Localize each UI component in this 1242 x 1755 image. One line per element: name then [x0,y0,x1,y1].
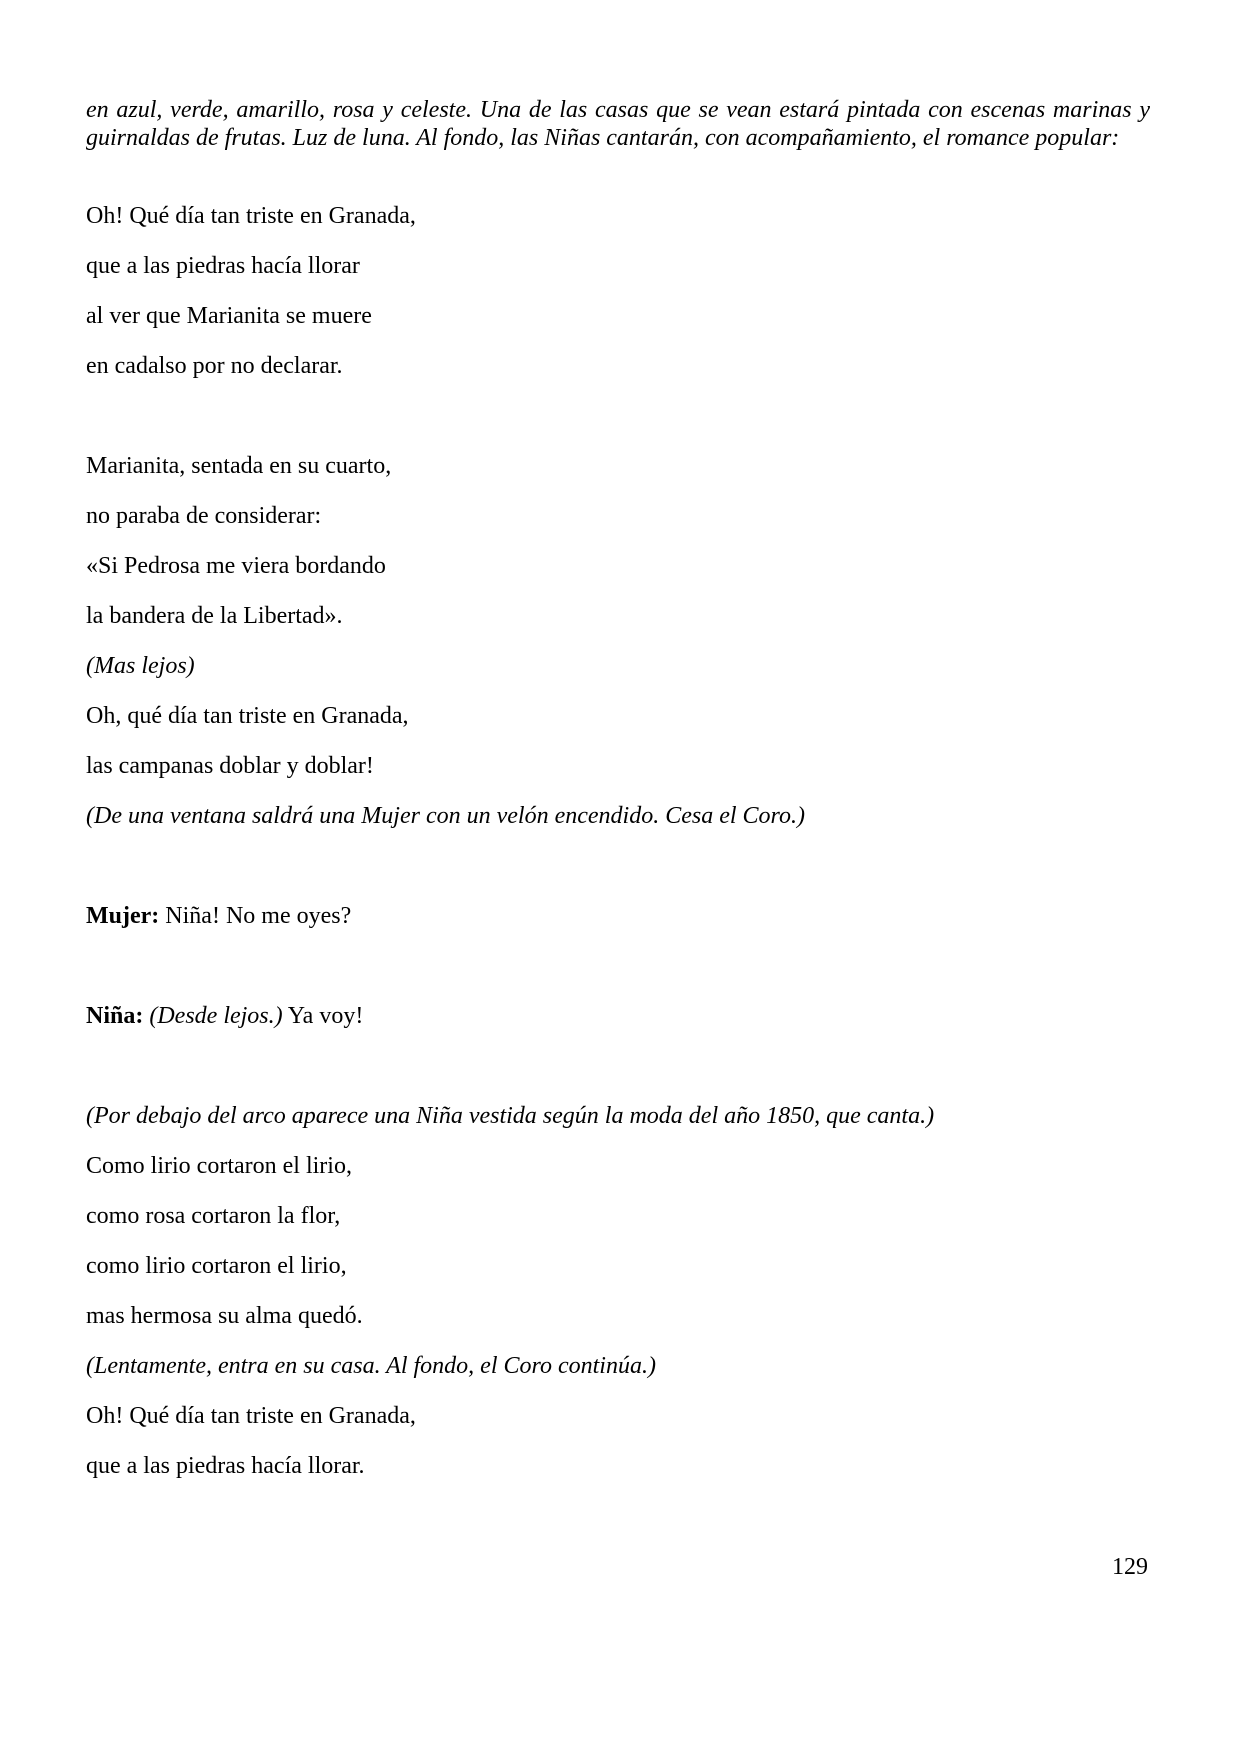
verse-line: mas hermosa su alma quedó. [86,1303,363,1329]
verse-line: como rosa cortaron la flor, [86,1203,341,1229]
verse-line: las campanas doblar y doblar! [86,753,374,779]
verse-line: que a las piedras hacía llorar. [86,1453,365,1479]
page-number: 129 [1112,1554,1148,1580]
stage-direction-intro: en azul, verde, amarillo, rosa y celeste. Una de las casas que se vean estará pintada con escenas marinas y guirnaldas de frutas. Luz de luna. Al fondo, las Niñas cantarán, con acompañamiento, el romance popular: [86,97,1150,151]
stage-direction: (Por debajo del arco aparece una Niña vestida según la moda del año 1850, que canta.) [86,1103,935,1129]
stage-direction: (De una ventana saldrá una Mujer con un velón encendido. Cesa el Coro.) [86,803,805,829]
verse-line: no paraba de considerar: [86,503,322,529]
verse-line: la bandera de la Libertad». [86,603,343,629]
stage-direction: (Mas lejos) [86,653,195,679]
verse-line: Oh, qué día tan triste en Granada, [86,703,409,729]
verse-line: «Si Pedrosa me viera bordando [86,553,386,579]
verse-line: Como lirio cortaron el lirio, [86,1153,352,1179]
verse-line: al ver que Marianita se muere [86,303,372,329]
speaker-name: Mujer: [86,903,160,929]
speaker-name: Niña: [86,1003,144,1029]
stage-direction: (Lentamente, entra en su casa. Al fondo, el Coro continúa.) [86,1353,656,1379]
dialogue-text: Niña! No me oyes? [165,903,352,929]
verse-line: en cadalso por no declarar. [86,353,343,379]
dialogue-line-nina [86,1001,363,1031]
verse-line: Oh! Qué día tan triste en Granada, [86,1403,416,1429]
verse-line: Oh! Qué día tan triste en Granada, [86,203,416,229]
dialogue-text: Ya voy! [287,1003,364,1029]
inline-stage-direction: (Desde lejos.) [149,1003,283,1029]
verse-line: que a las piedras hacía llorar [86,253,360,279]
dialogue-line-mujer [86,901,351,931]
verse-line: Marianita, sentada en su cuarto, [86,453,392,479]
verse-line: como lirio cortaron el lirio, [86,1253,347,1279]
